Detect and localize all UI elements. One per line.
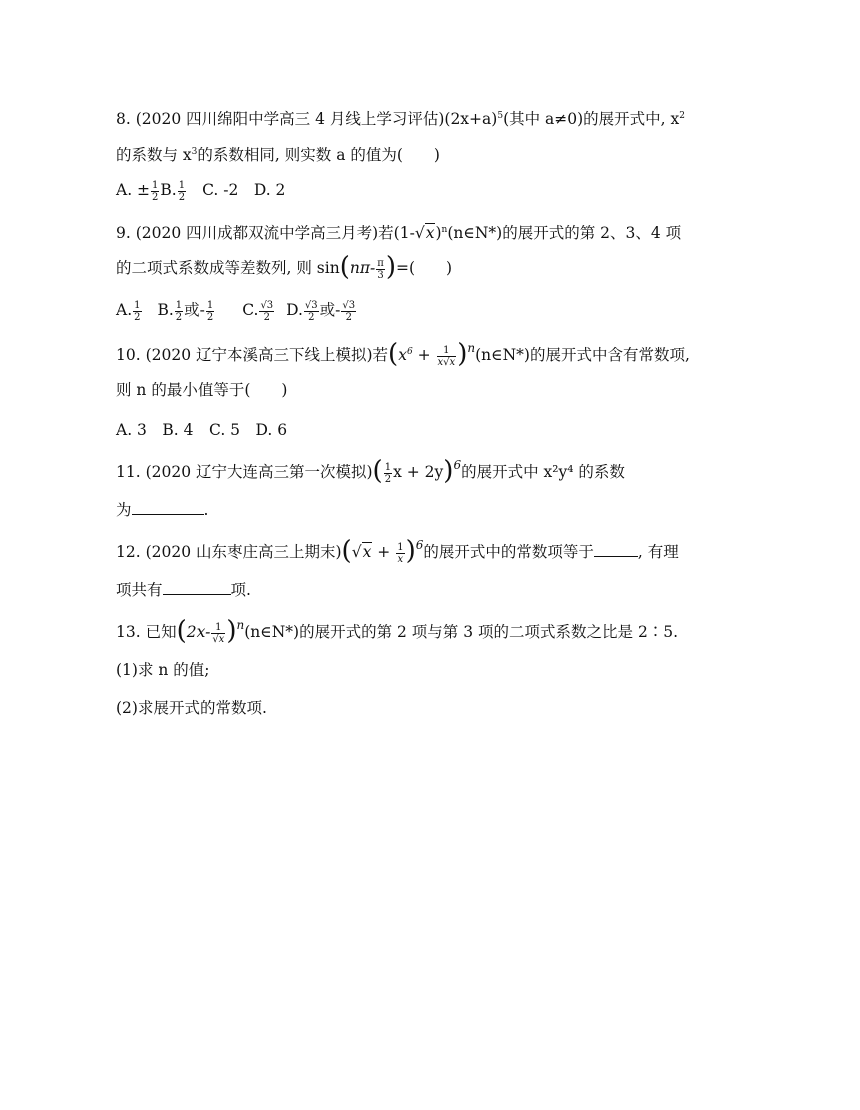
sqrt-x: √x +	[351, 543, 396, 561]
q13-subquestion: (2)求展开式的常数项.	[116, 699, 267, 717]
q8-line1	[116, 104, 685, 131]
fraction	[396, 542, 404, 565]
numerator: 1	[384, 461, 392, 473]
q12-text: 的展开式中的常数项等于	[423, 543, 594, 561]
q9-options	[116, 298, 357, 323]
numerator: 1	[134, 299, 141, 311]
q12-text: 项.	[230, 581, 251, 599]
denominator: 3	[377, 269, 384, 281]
sqrt-x: √x	[414, 224, 435, 243]
q10-line2	[116, 378, 287, 402]
numerator: 1	[175, 299, 183, 311]
answer-blank[interactable]	[132, 498, 204, 515]
fraction	[304, 300, 319, 323]
denominator: 2	[134, 311, 141, 323]
left-paren: (	[388, 339, 399, 370]
q8-text: 的系数与 x	[116, 146, 192, 165]
q11-text: .	[203, 501, 209, 519]
left-paren: (	[339, 252, 350, 282]
q8-option-a: A. ±	[116, 181, 151, 199]
q13-exponent: n	[236, 618, 245, 632]
q12-text: 12. (2020 山东枣庄高三上期末)	[116, 543, 342, 561]
q11-exponent: 6	[453, 458, 462, 472]
denominator: 2	[206, 311, 214, 323]
q12-exponent: 6	[415, 538, 424, 552]
q13-sub1	[116, 658, 210, 682]
q13-text: 13. 已知	[116, 623, 177, 641]
fraction	[211, 622, 225, 645]
q13-expr: 2x-	[186, 623, 211, 641]
fraction	[384, 462, 392, 485]
answer-blank[interactable]	[594, 540, 638, 557]
q9-option-b: B.	[157, 301, 174, 319]
right-paren: )	[405, 536, 416, 566]
q12-line2	[116, 578, 251, 602]
right-paren: )	[226, 616, 237, 646]
q13-sub2	[116, 696, 267, 720]
q8-exponent: 3	[191, 147, 198, 157]
q8-line2	[116, 140, 440, 167]
left-paren: (	[176, 616, 187, 646]
fraction	[151, 180, 159, 203]
denominator: 2	[345, 311, 352, 323]
right-paren: )	[443, 456, 454, 486]
q11-text: 的展开式中 x²y⁴ 的系数	[461, 463, 625, 481]
numerator: π	[377, 257, 384, 269]
q10-text: 10. (2020 辽宁本溪高三下线上模拟)若	[116, 346, 389, 365]
right-paren: )	[457, 339, 468, 370]
numerator: √3	[304, 299, 318, 311]
q9-text: 的二项式系数成等差数列, 则 sin	[116, 259, 340, 277]
q9-text: (n∈N*)的展开式的第 2、3、4 项	[447, 224, 682, 243]
q9-exponent: n	[441, 225, 448, 235]
q11-line2	[116, 498, 208, 522]
q11-text: 为	[116, 501, 132, 519]
q11-line1	[116, 456, 625, 486]
q10-options	[116, 418, 287, 442]
x6: $x^6$ +	[398, 346, 436, 365]
right-paren: )	[385, 252, 396, 282]
q10-options-text: A. 3 B. 4 C. 5 D. 6	[116, 421, 288, 439]
denominator: 2	[308, 311, 315, 323]
q10-line1	[116, 340, 690, 368]
q11-expr: x + 2y	[393, 463, 444, 481]
q8-options-rest: C. -2 D. 2	[202, 181, 286, 199]
q8-exponent: 5	[497, 111, 504, 121]
fraction	[175, 300, 183, 323]
q12-text: 项共有	[116, 581, 163, 599]
q13-line1	[116, 616, 679, 646]
denominator: 2	[152, 191, 159, 203]
fraction	[178, 180, 186, 203]
q9-option-c: C.	[242, 301, 259, 319]
q9-text: 9. (2020 四川成都双流中学高三月考)若(1-	[116, 224, 415, 243]
numerator: 1	[211, 622, 225, 634]
q9-option-d: D.	[286, 301, 303, 319]
denominator: 2	[178, 191, 186, 203]
radicand: x	[425, 224, 435, 243]
numerator: 1	[397, 541, 404, 553]
q9-option-a: A.	[116, 301, 133, 319]
q9-or: 或-	[184, 301, 205, 319]
q11-text: 11. (2020 辽宁大连高三第一次模拟)	[116, 463, 373, 481]
q9-inner: nπ-	[349, 259, 376, 277]
fraction	[133, 300, 141, 323]
q8-text: 的系数相同, 则实数 a 的值为( )	[197, 146, 440, 165]
numerator: 1	[206, 299, 214, 311]
denominator: √x	[212, 633, 225, 645]
fraction	[206, 300, 214, 323]
q8-text: 8. (2020 四川绵阳中学高三 4 月线上学习评估)(2x+a)	[116, 110, 498, 129]
q12-line1	[116, 536, 679, 566]
denominator: x√x	[437, 356, 456, 368]
denominator: 2	[175, 311, 183, 323]
answer-blank[interactable]	[163, 578, 231, 595]
q8-options	[116, 178, 285, 203]
left-paren: (	[341, 536, 352, 566]
q13-subquestion: (1)求 n 的值;	[116, 661, 210, 679]
q8-text: (其中 a≠0)的展开式中, x	[503, 110, 680, 129]
q9-line1: 9. (2020 四川成都双流中学高三月考)若$(1-√x)^n(n\in N*)$的展开式的第 2、3、4 项	[116, 224, 682, 243]
denominator: 2	[384, 473, 392, 485]
fraction	[376, 258, 385, 281]
numerator: √3	[260, 299, 274, 311]
numerator: 1	[178, 179, 186, 191]
q9-line2	[116, 252, 453, 282]
q9-or: 或-	[319, 301, 341, 319]
denominator: 2	[263, 311, 270, 323]
q13-text: (n∈N*)的展开式的第 2 项与第 3 项的二项式系数之比是 2∶5.	[244, 623, 679, 641]
fraction	[437, 345, 457, 368]
q9-text: =( )	[396, 259, 453, 277]
q10-text: (n∈N*)的展开式中含有常数项,	[475, 346, 690, 365]
fraction	[259, 300, 274, 323]
fraction	[341, 300, 356, 323]
numerator: 1	[152, 179, 159, 191]
q12-text: , 有理	[637, 543, 679, 561]
left-paren: (	[372, 456, 383, 486]
numerator: √3	[342, 299, 356, 311]
q10-text: 则 n 的最小值等于( )	[116, 381, 288, 399]
q8-option-b: B.	[160, 181, 177, 199]
q10-exponent: n	[467, 341, 476, 356]
denominator: x	[397, 553, 404, 565]
q8-exponent: 2	[679, 111, 686, 121]
numerator: 1	[437, 345, 457, 357]
